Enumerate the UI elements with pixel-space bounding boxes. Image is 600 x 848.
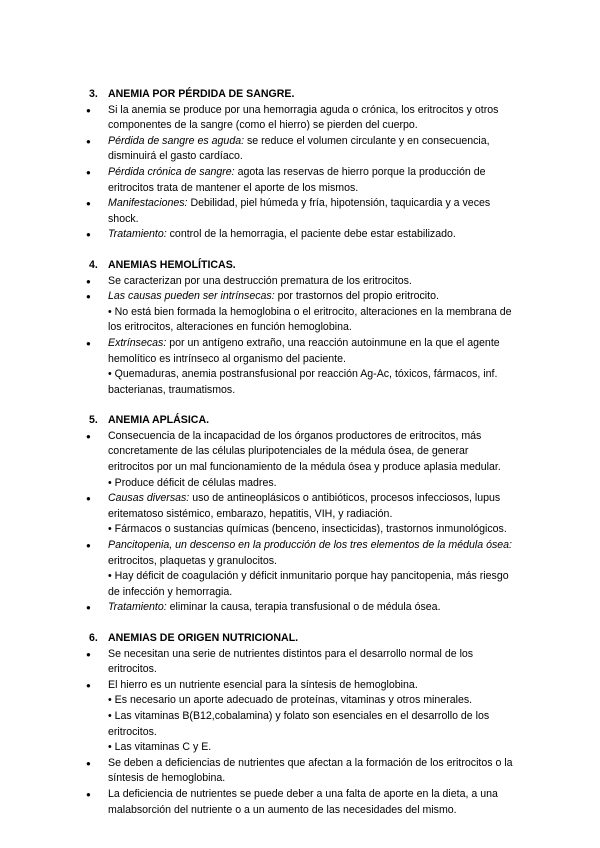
item-text: por un antígeno extraño, una reacción autoinmune en la que el agente hemolítico es intrínseco al organismo del paciente. <box>108 336 500 365</box>
section-number: 4. <box>89 258 98 271</box>
italic-lead: Tratamiento: <box>108 228 167 241</box>
item-text: Se deben a deficiencias de nutrientes que afectan a la formación de los eritrocitos o la síntesis de hemoglobina. <box>108 756 513 785</box>
section-title: ANEMIA POR PÉRDIDA DE SANGRE. <box>108 88 295 100</box>
bullet-item <box>0 336 600 367</box>
section-4 <box>0 258 600 398</box>
item-text: • Fármacos o sustancias químicas (benceno, insecticidas), trastornos inmunológicos. <box>108 523 507 536</box>
document-page <box>0 87 600 833</box>
section-title: ANEMIAS DE ORIGEN NUTRICIONAL. <box>108 632 299 644</box>
italic-lead: Manifestaciones: <box>108 197 188 210</box>
sub-item <box>0 740 600 756</box>
bullet-item <box>0 103 600 134</box>
item-text: control de la hemorragia, el paciente debe estar estabilizado. <box>166 228 456 241</box>
item-text: eritrocitos, plaquetas y granulocitos. <box>108 554 277 567</box>
item-text: • Quemaduras, anemia postransfusional por reacción Ag-Ac, tóxicos, fármacos, inf. bacterianas, traumatismos. <box>108 368 498 396</box>
bullet-item <box>0 647 600 678</box>
bullet-item <box>0 289 600 305</box>
section-heading <box>0 631 600 647</box>
item-text: • Produce déficit de células madres. <box>108 476 277 489</box>
bullet-item <box>0 227 600 243</box>
sub-item <box>0 367 600 398</box>
bullet-item <box>0 538 600 569</box>
item-text: eliminar la causa, terapia transfusional o de médula ósea. <box>166 601 441 614</box>
section-number: 6. <box>89 632 98 644</box>
item-text: • Las vitaminas B(B12,cobalamina) y folato son esenciales en el desarrollo de los eritrocitos. <box>108 709 490 738</box>
bullet-item <box>0 429 600 476</box>
bullet-item <box>0 600 600 616</box>
section-heading <box>0 413 600 429</box>
sub-item <box>0 693 600 709</box>
item-text: • No está bien formada la hemoglobina o el eritrocito, alteraciones en la membrana de los eritrocitos, alteraciones en función hemoglobina. <box>108 305 512 334</box>
sub-item <box>0 522 600 538</box>
bullet-item <box>0 756 600 787</box>
bullet-item <box>0 787 600 818</box>
section-6 <box>0 631 600 818</box>
bullet-item <box>0 196 600 227</box>
bullet-item <box>0 165 600 196</box>
italic-lead: Pérdida de sangre es aguda: <box>108 134 245 147</box>
item-text: Se caracterizan por una destrucción prematura de los eritrocitos. <box>108 274 412 287</box>
bullet-item <box>0 274 600 290</box>
section-number: 5. <box>89 414 98 427</box>
section-number: 3. <box>89 88 98 100</box>
item-text: por trastornos del propio eritrocito. <box>274 290 439 303</box>
item-text: agota las reservas de hierro porque la producción de eritrocitos trata de mantener el aporte de los mismos. <box>108 165 486 194</box>
item-text: • Hay déficit de coagulación y déficit inmunitario porque hay pancitopenia, más riesgo de infección y hemorragia. <box>108 570 509 598</box>
item-text: El hierro es un nutriente esencial para la síntesis de hemoglobina. <box>108 678 418 691</box>
italic-lead: Pérdida crónica de sangre: <box>108 165 235 178</box>
sub-item <box>0 305 600 336</box>
section-title: ANEMIAS HEMOLÍTICAS. <box>108 258 236 271</box>
sub-item <box>0 476 600 492</box>
item-text: Consecuencia de la incapacidad de los órganos productores de eritrocitos, más concretamente de las células pluripotenciales de la médula ósea, de generar eritrocitos por un mal funcionamiento de la médula ósea y produce aplasia medular. <box>108 429 501 474</box>
section-heading <box>0 258 600 274</box>
section-3 <box>0 87 600 243</box>
section-5 <box>0 413 600 616</box>
item-text: Se necesitan una serie de nutrientes distintos para el desarrollo normal de los eritrocitos. <box>108 647 474 676</box>
item-text: La deficiencia de nutrientes se puede deber a una falta de aporte en la dieta, a una malabsorción del nutriente o a un aumento de las necesidades del mismo. <box>108 787 498 816</box>
item-text: Si la anemia se produce por una hemorragia aguda o crónica, los eritrocitos y otros componentes de la sangre (como el hierro) se pierden del cuerpo. <box>108 103 499 132</box>
italic-lead: Pancitopenia, un descenso en la producción de los tres elementos de la médula ósea: <box>108 539 513 552</box>
bullet-item <box>0 134 600 165</box>
italic-lead: Las causas pueden ser intrínsecas: <box>108 290 275 303</box>
italic-lead: Tratamiento: <box>108 601 167 614</box>
section-heading <box>0 87 600 103</box>
sub-item <box>0 569 600 600</box>
section-title: ANEMIA APLÁSICA. <box>108 414 210 427</box>
bullet-item <box>0 491 600 522</box>
item-text: Debilidad, piel húmeda y fría, hipotensión, taquicardia y a veces shock. <box>108 197 491 225</box>
item-text: • Es necesario un aporte adecuado de proteínas, vitaminas y otros minerales. <box>108 694 473 707</box>
italic-lead: Extrínsecas: <box>108 336 167 349</box>
item-text: • Las vitaminas C y E. <box>108 741 212 754</box>
bullet-item <box>0 678 600 694</box>
sub-item <box>0 709 600 740</box>
italic-lead: Causas diversas: <box>108 492 190 505</box>
item-text: uso de antineoplásicos o antibióticos, procesos infecciosos, lupus eritematoso sistémico, embarazo, hepatitis, VIH, y radiación. <box>108 492 501 520</box>
item-text: se reduce el volumen circulante y en consecuencia, disminuirá el gasto cardíaco. <box>108 134 490 163</box>
